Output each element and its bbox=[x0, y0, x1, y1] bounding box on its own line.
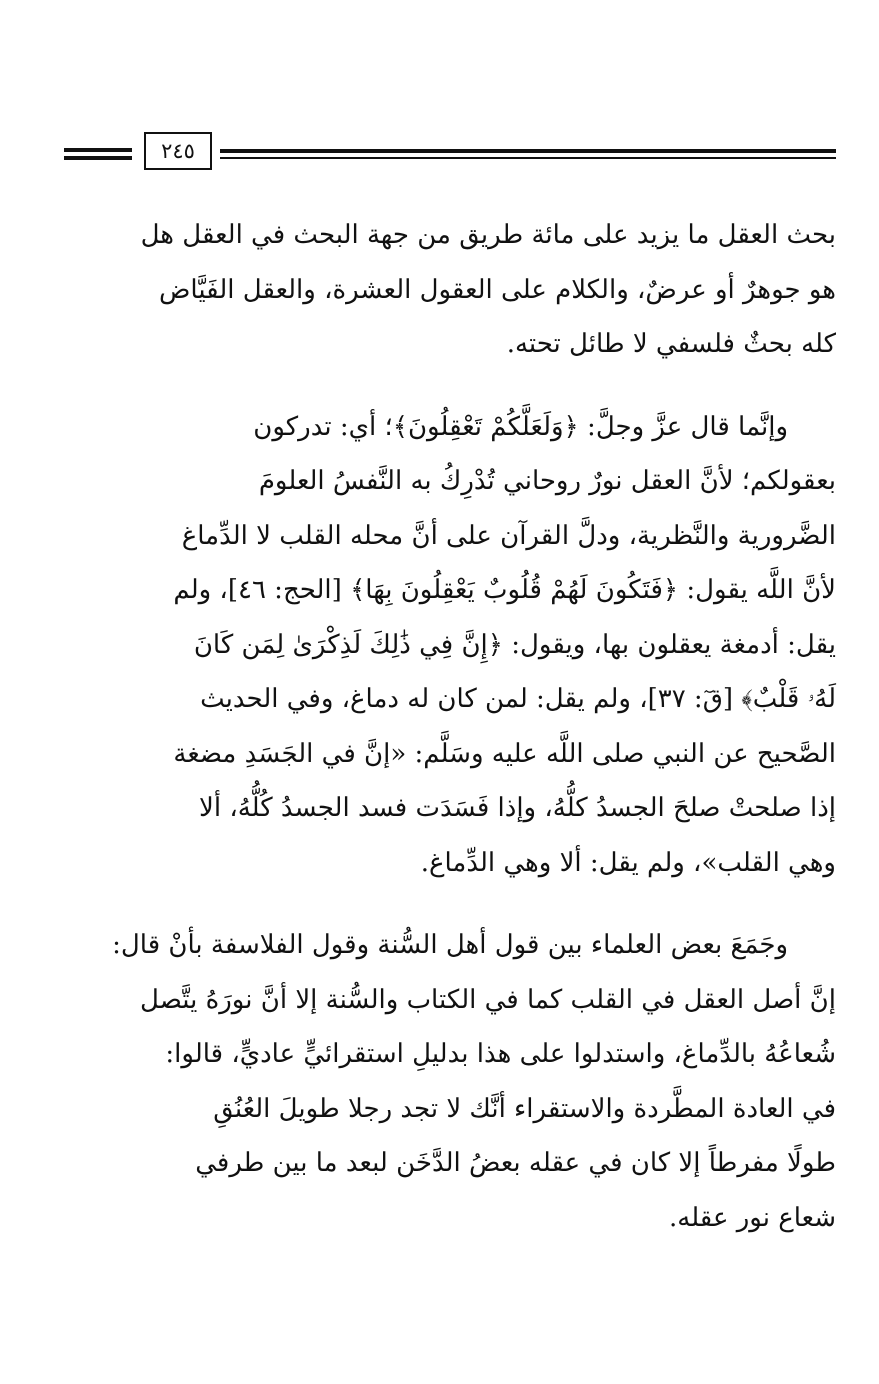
page-header bbox=[64, 128, 836, 178]
text-line: في العادة المطَّردة والاستقراء أنَّك لا تجد رجلا طويلَ العُنُقِ bbox=[213, 1093, 836, 1124]
header-rule-long-thick bbox=[220, 149, 836, 153]
page-body bbox=[66, 208, 836, 1245]
text-line: الضَّرورية والنَّظرية، ودلَّ القرآن على أنَّ محله القلب لا الدِّماغ bbox=[181, 520, 836, 551]
text-line: هو جوهرٌ أو عرضٌ، والكلام على العقول العشرة، والعقل الفَيَّاض bbox=[158, 274, 836, 305]
text-line: إذا صلحتْ صلحَ الجسدُ كلُّهُ، وإذا فَسَدَت فسد الجسدُ كُلُّهُ، ألا bbox=[199, 793, 836, 823]
text-line: وجَمَعَ بعض العلماء بين قول أهل السُّنة وقول الفلاسفة بأنْ قال: bbox=[112, 930, 788, 960]
header-rule-long-thin bbox=[220, 157, 836, 159]
paragraph-3 bbox=[66, 918, 836, 1245]
text-line: لأنَّ اللَّه يقول: ﴿فَتَكُونَ لَهُمْ قُلُوبٌ يَعْقِلُونَ بِهَا﴾ [الحج: ٤٦]، ولم bbox=[173, 575, 836, 605]
text-line: بحث العقل ما يزيد على مائة طريق من جهة البحث في العقل هل bbox=[140, 220, 836, 250]
header-rule-short-top bbox=[64, 148, 132, 152]
text-line: إنَّ أصل العقل في القلب كما في الكتاب والسُّنة إلا أنَّ نورَهُ يتَّصل bbox=[140, 984, 836, 1015]
text-line: شعاع نور عقله. bbox=[669, 1202, 836, 1233]
text-line: بعقولكم؛ لأنَّ العقل نورٌ روحاني تُدْرِكُ به النَّفسُ العلومَ bbox=[258, 466, 836, 496]
text-line: الصَّحيح عن النبي صلى اللَّه عليه وسَلَّم: «إنَّ في الجَسَدِ مضغة bbox=[173, 738, 836, 769]
text-line: شُعاعُهُ بالدِّماغ، واستدلوا على هذا بدليلِ استقرائيٍّ عاديٍّ، قالوا: bbox=[165, 1039, 836, 1069]
paragraph-2 bbox=[66, 400, 836, 891]
text-line: يقل: أدمغة يعقلون بها، ويقول: ﴿إِنَّ فِي ذَٰلِكَ لَذِكْرَىٰ لِمَن كَانَ bbox=[193, 629, 836, 660]
text-line: كله بحثٌ فلسفي لا طائل تحته. bbox=[506, 329, 836, 359]
paragraph-1 bbox=[66, 208, 836, 372]
header-rule-short-bottom bbox=[64, 156, 132, 160]
text-line: وهي القلب»، ولم يقل: ألا وهي الدِّماغ. bbox=[420, 847, 836, 878]
text-line: طولًا مفرطاً إلا كان في عقله بعضُ الدَّخَن لبعد ما بين طرفي bbox=[195, 1148, 836, 1178]
text-line: لَهُۥ قَلْبٌ﴾ [قٓ: ٣٧]، ولم يقل: لمن كان له دماغ، وفي الحديث bbox=[200, 684, 836, 714]
page-number: ٢٤٥ bbox=[144, 132, 212, 170]
text-line: وإنَّما قال عزَّ وجلَّ: ﴿وَلَعَلَّكُمْ تَعْقِلُونَ﴾؛ أي: تدركون bbox=[253, 411, 788, 442]
